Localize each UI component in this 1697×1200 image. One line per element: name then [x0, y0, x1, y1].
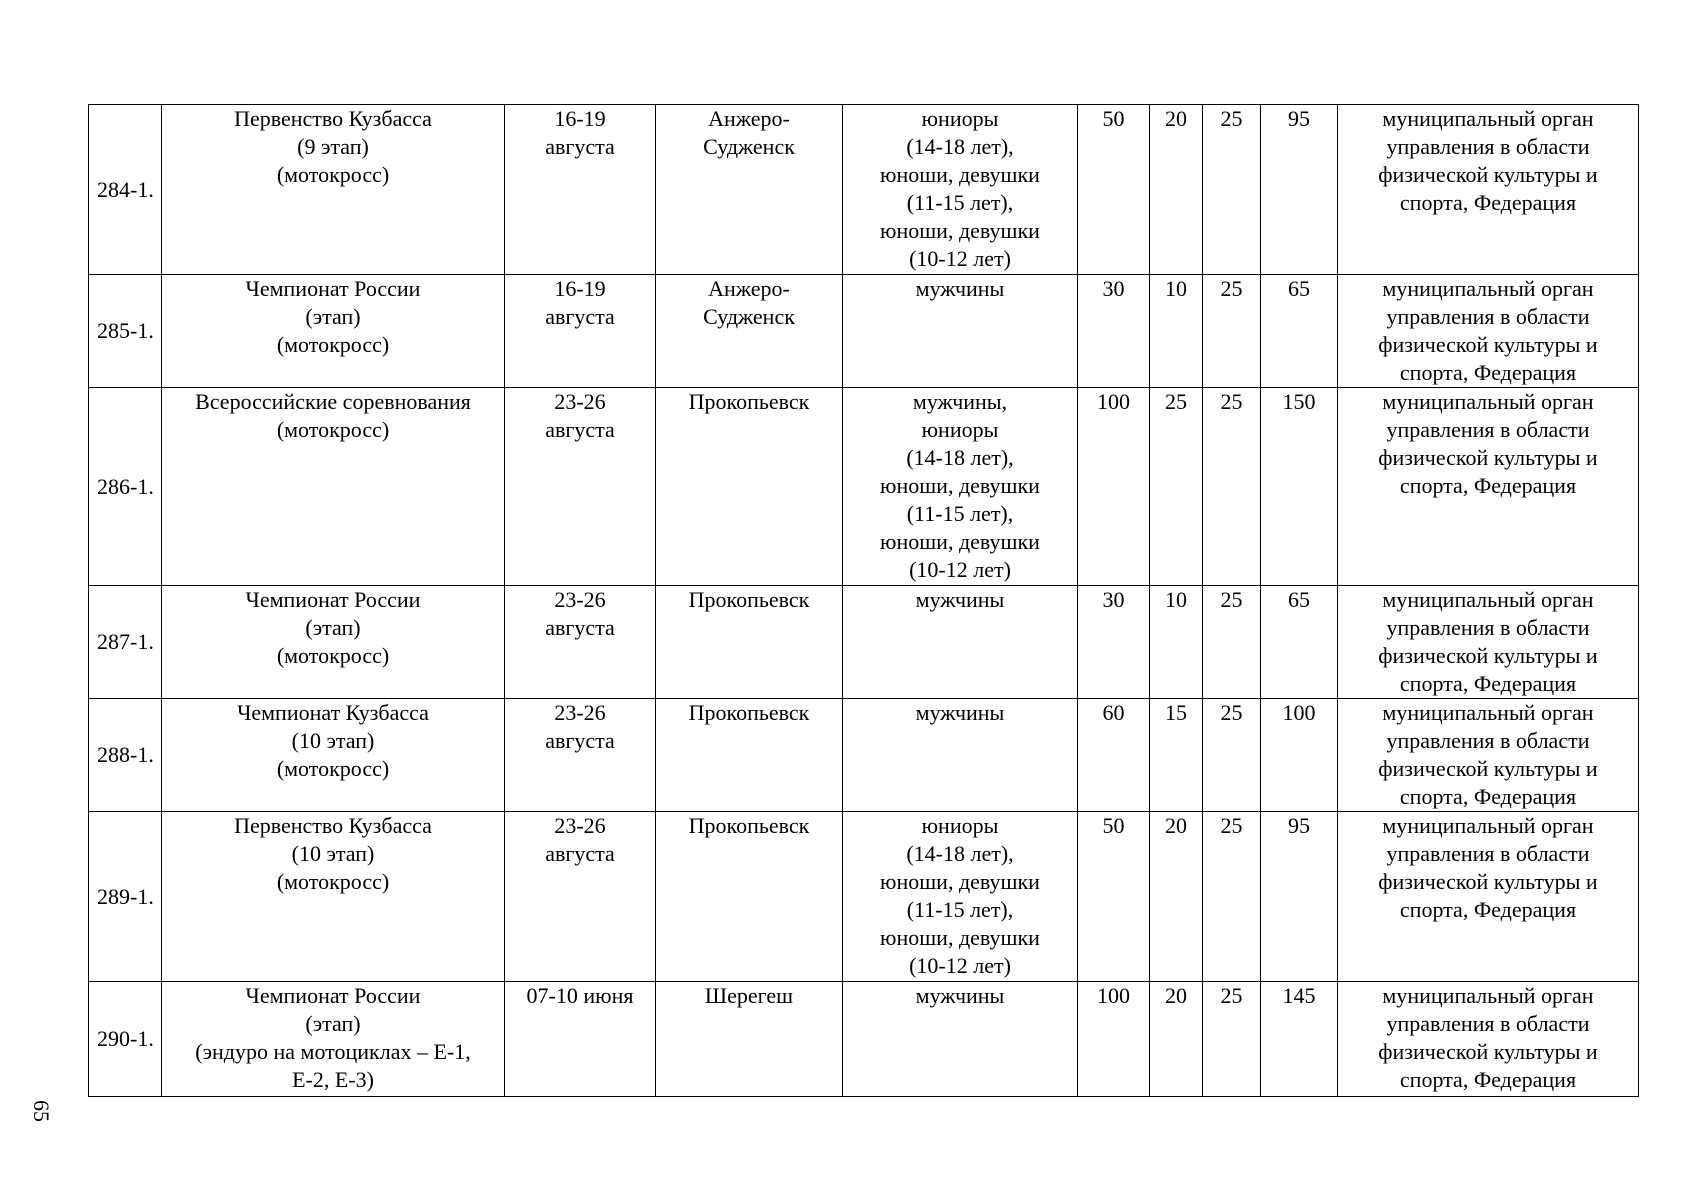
table-body: [89, 105, 1639, 1097]
row-number: 285-1.: [89, 275, 162, 388]
count-3: 25: [1203, 586, 1261, 699]
count-3: 25: [1203, 105, 1261, 275]
table-row: [89, 812, 1639, 982]
count-1: 50: [1078, 105, 1150, 275]
row-number: 284-1.: [89, 105, 162, 275]
organizer: муниципальный орган управления в области физической культуры и спорта, Федерация: [1338, 982, 1639, 1097]
event-place: Прокопьевск: [656, 812, 843, 982]
event-dates: 23-26 августа: [505, 586, 656, 699]
page-number: 65: [29, 1100, 54, 1122]
count-2: 20: [1150, 812, 1203, 982]
count-total: 145: [1261, 982, 1338, 1097]
count-total: 100: [1261, 699, 1338, 812]
organizer: муниципальный орган управления в области физической культуры и спорта, Федерация: [1338, 699, 1639, 812]
count-total: 65: [1261, 586, 1338, 699]
count-2: 20: [1150, 982, 1203, 1097]
count-3: 25: [1203, 699, 1261, 812]
event-place: Прокопьевск: [656, 586, 843, 699]
participants: мужчины: [843, 586, 1078, 699]
count-3: 25: [1203, 388, 1261, 586]
row-number: 290-1.: [89, 982, 162, 1097]
row-number: 288-1.: [89, 699, 162, 812]
event-place: Анжеро- Судженск: [656, 105, 843, 275]
table-row: [89, 275, 1639, 388]
organizer: муниципальный орган управления в области физической культуры и спорта, Федерация: [1338, 275, 1639, 388]
table-row: [89, 982, 1639, 1097]
event-dates: 23-26 августа: [505, 388, 656, 586]
participants: мужчины: [843, 699, 1078, 812]
event-name: Чемпионат России (этап) (эндуро на мотоциклах – Е-1, Е-2, Е-3): [162, 982, 505, 1097]
events-table: [88, 104, 1639, 1097]
row-number: 289-1.: [89, 812, 162, 982]
organizer: муниципальный орган управления в области физической культуры и спорта, Федерация: [1338, 105, 1639, 275]
event-name: Чемпионат России (этап) (мотокросс): [162, 586, 505, 699]
count-1: 50: [1078, 812, 1150, 982]
count-3: 25: [1203, 982, 1261, 1097]
count-2: 15: [1150, 699, 1203, 812]
event-place: Прокопьевск: [656, 388, 843, 586]
table-row: [89, 699, 1639, 812]
event-name: Первенство Кузбасса (10 этап) (мотокросс): [162, 812, 505, 982]
table-row: [89, 388, 1639, 586]
count-2: 25: [1150, 388, 1203, 586]
participants: мужчины: [843, 982, 1078, 1097]
row-number: 287-1.: [89, 586, 162, 699]
count-2: 10: [1150, 275, 1203, 388]
event-name: Всероссийские соревнования (мотокросс): [162, 388, 505, 586]
count-1: 100: [1078, 982, 1150, 1097]
event-dates: 16-19 августа: [505, 275, 656, 388]
table-row: [89, 105, 1639, 275]
participants: юниоры (14-18 лет), юноши, девушки (11-15 лет), юноши, девушки (10-12 лет): [843, 812, 1078, 982]
participants: юниоры (14-18 лет), юноши, девушки (11-15 лет), юноши, девушки (10-12 лет): [843, 105, 1078, 275]
count-2: 10: [1150, 586, 1203, 699]
count-total: 150: [1261, 388, 1338, 586]
row-number: 286-1.: [89, 388, 162, 586]
event-dates: 07-10 июня: [505, 982, 656, 1097]
participants: мужчины: [843, 275, 1078, 388]
count-1: 30: [1078, 275, 1150, 388]
event-dates: 23-26 августа: [505, 812, 656, 982]
count-1: 30: [1078, 586, 1150, 699]
event-place: Анжеро- Судженск: [656, 275, 843, 388]
organizer: муниципальный орган управления в области физической культуры и спорта, Федерация: [1338, 586, 1639, 699]
participants: мужчины, юниоры (14-18 лет), юноши, девушки (11-15 лет), юноши, девушки (10-12 лет): [843, 388, 1078, 586]
count-3: 25: [1203, 812, 1261, 982]
organizer: муниципальный орган управления в области физической культуры и спорта, Федерация: [1338, 388, 1639, 586]
count-total: 95: [1261, 105, 1338, 275]
count-1: 60: [1078, 699, 1150, 812]
count-3: 25: [1203, 275, 1261, 388]
event-place: Шерегеш: [656, 982, 843, 1097]
count-total: 65: [1261, 275, 1338, 388]
count-1: 100: [1078, 388, 1150, 586]
organizer: муниципальный орган управления в области физической культуры и спорта, Федерация: [1338, 812, 1639, 982]
count-total: 95: [1261, 812, 1338, 982]
event-dates: 16-19 августа: [505, 105, 656, 275]
event-place: Прокопьевск: [656, 699, 843, 812]
event-dates: 23-26 августа: [505, 699, 656, 812]
event-name: Первенство Кузбасса (9 этап) (мотокросс): [162, 105, 505, 275]
table-row: [89, 586, 1639, 699]
event-name: Чемпионат России (этап) (мотокросс): [162, 275, 505, 388]
count-2: 20: [1150, 105, 1203, 275]
event-name: Чемпионат Кузбасса (10 этап) (мотокросс): [162, 699, 505, 812]
